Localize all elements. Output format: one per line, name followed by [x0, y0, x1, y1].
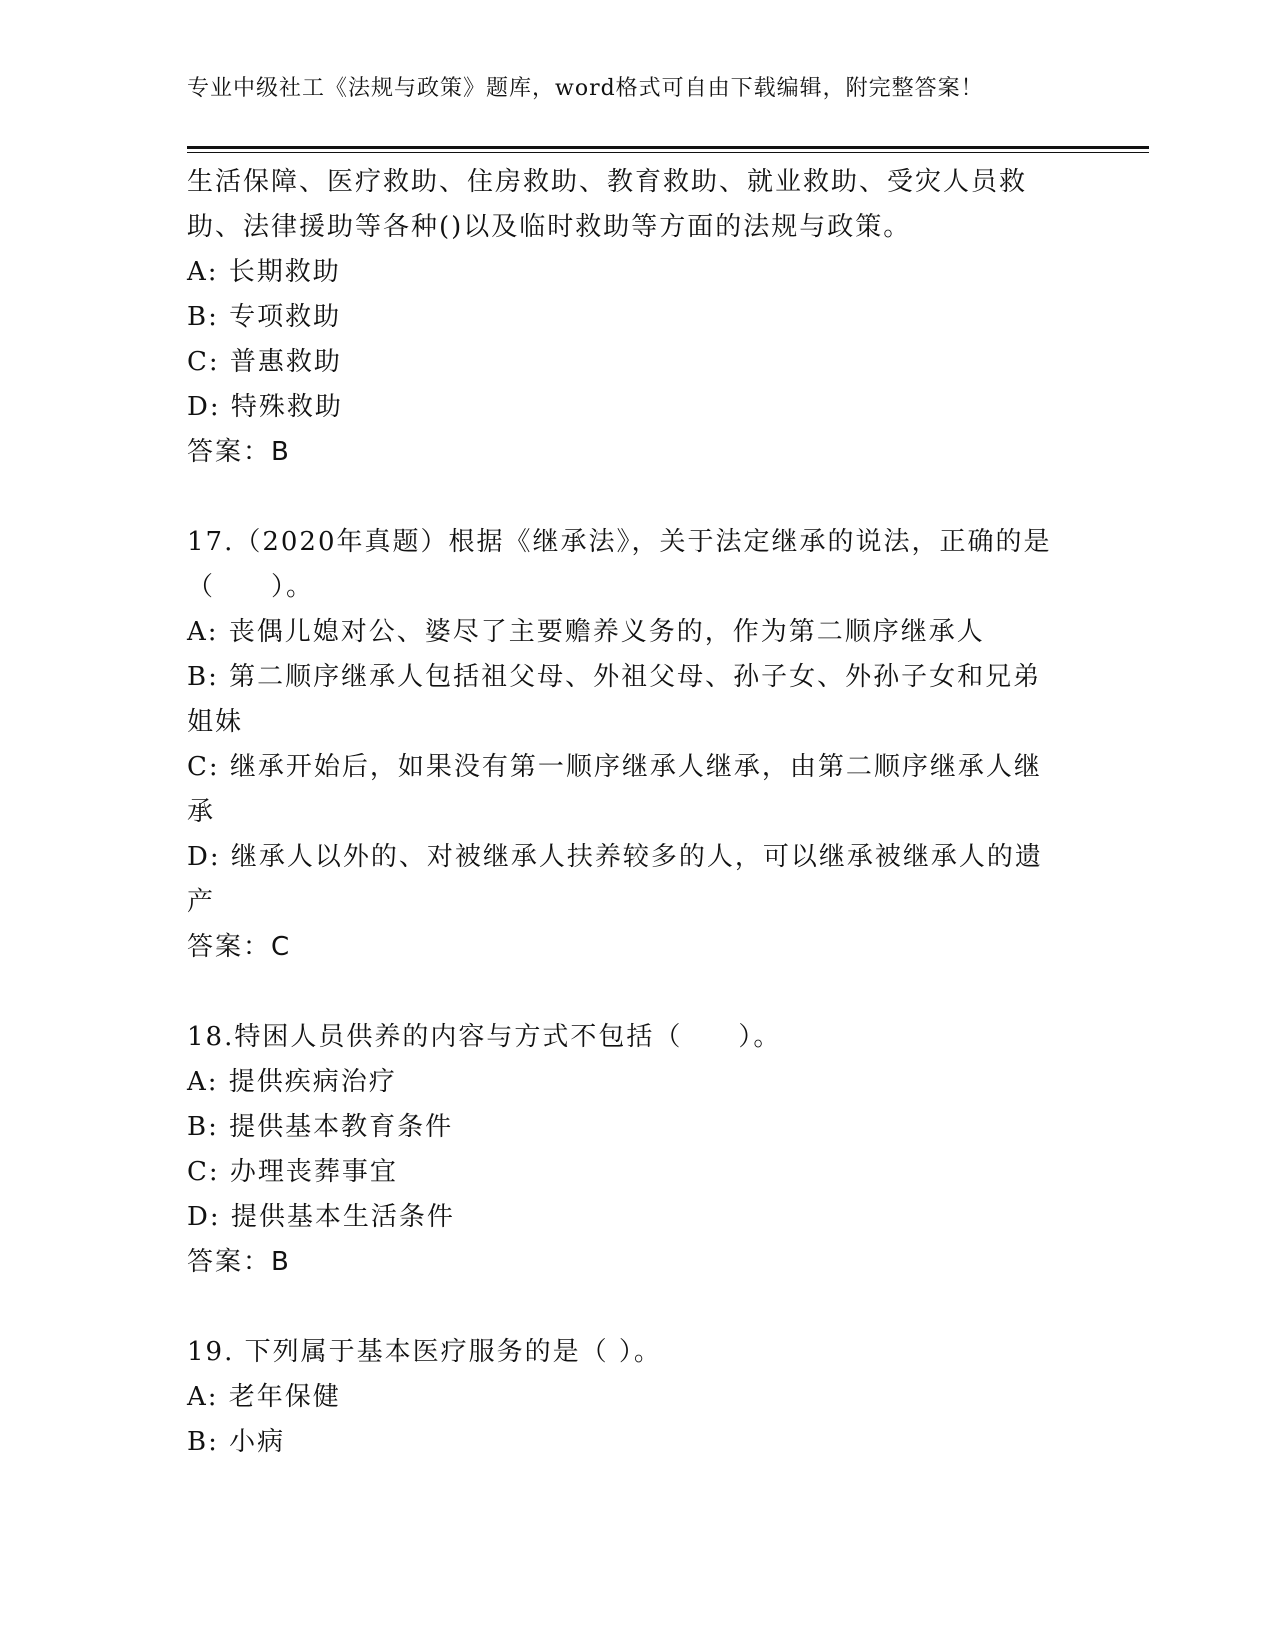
question-list [187, 160, 1087, 1465]
option-c: C: 继承开始后，如果没有第一顺序继承人继承，由第二顺序继承人继 [187, 752, 1042, 782]
option-a: A: 老年保健 [187, 1382, 341, 1412]
question-stem: （ ）。 [187, 572, 315, 602]
question-18 [187, 1015, 1087, 1285]
option-d: D: 继承人以外的、对被继承人扶养较多的人，可以继承被继承人的遗 [187, 842, 1043, 872]
option-c-continued: 承 [187, 797, 216, 827]
answer-label: 答案：B [187, 1247, 291, 1277]
header-divider-thick [187, 146, 1149, 149]
question-stem: 17.（2020年真题）根据《继承法》，关于法定继承的说法，正确的是 [187, 527, 1052, 557]
question-stem: 18.特困人员供养的内容与方式不包括（ ）。 [187, 1022, 782, 1052]
option-d: D: 提供基本生活条件 [187, 1202, 455, 1232]
option-b-continued: 姐妹 [187, 707, 244, 737]
question-stem: 助、法律援助等各种()以及临时救助等方面的法规与政策。 [187, 212, 912, 242]
spacer [187, 1285, 1087, 1330]
option-a: A: 丧偶儿媳对公、婆尽了主要赡养义务的，作为第二顺序继承人 [187, 617, 985, 647]
question-stem: 19. 下列属于基本医疗服务的是（ ）。 [187, 1337, 662, 1367]
answer-label: 答案：B [187, 437, 291, 467]
option-b: B: 第二顺序继承人包括祖父母、外祖父母、孙子女、外孙子女和兄弟 [187, 662, 1042, 692]
answer-label: 答案：C [187, 932, 292, 962]
option-a: A: 长期救助 [187, 257, 341, 287]
option-c: C: 普惠救助 [187, 347, 342, 377]
option-b: B: 小病 [187, 1427, 286, 1457]
option-c: C: 办理丧葬事宜 [187, 1157, 398, 1187]
option-d-continued: 产 [187, 887, 216, 917]
question-17 [187, 520, 1087, 970]
document-header: 专业中级社工《法规与政策》题库，word格式可自由下载编辑，附完整答案！ [187, 76, 984, 101]
question-19 [187, 1330, 1087, 1465]
option-a: A: 提供疾病治疗 [187, 1067, 397, 1097]
option-b: B: 专项救助 [187, 302, 342, 332]
spacer [187, 475, 1087, 520]
option-d: D: 特殊救助 [187, 392, 343, 422]
question-16 [187, 160, 1087, 475]
option-b: B: 提供基本教育条件 [187, 1112, 454, 1142]
header-divider-thin [187, 152, 1149, 153]
spacer [187, 970, 1087, 1015]
question-stem: 生活保障、医疗救助、住房救助、教育救助、就业救助、受灾人员救 [187, 167, 1028, 197]
